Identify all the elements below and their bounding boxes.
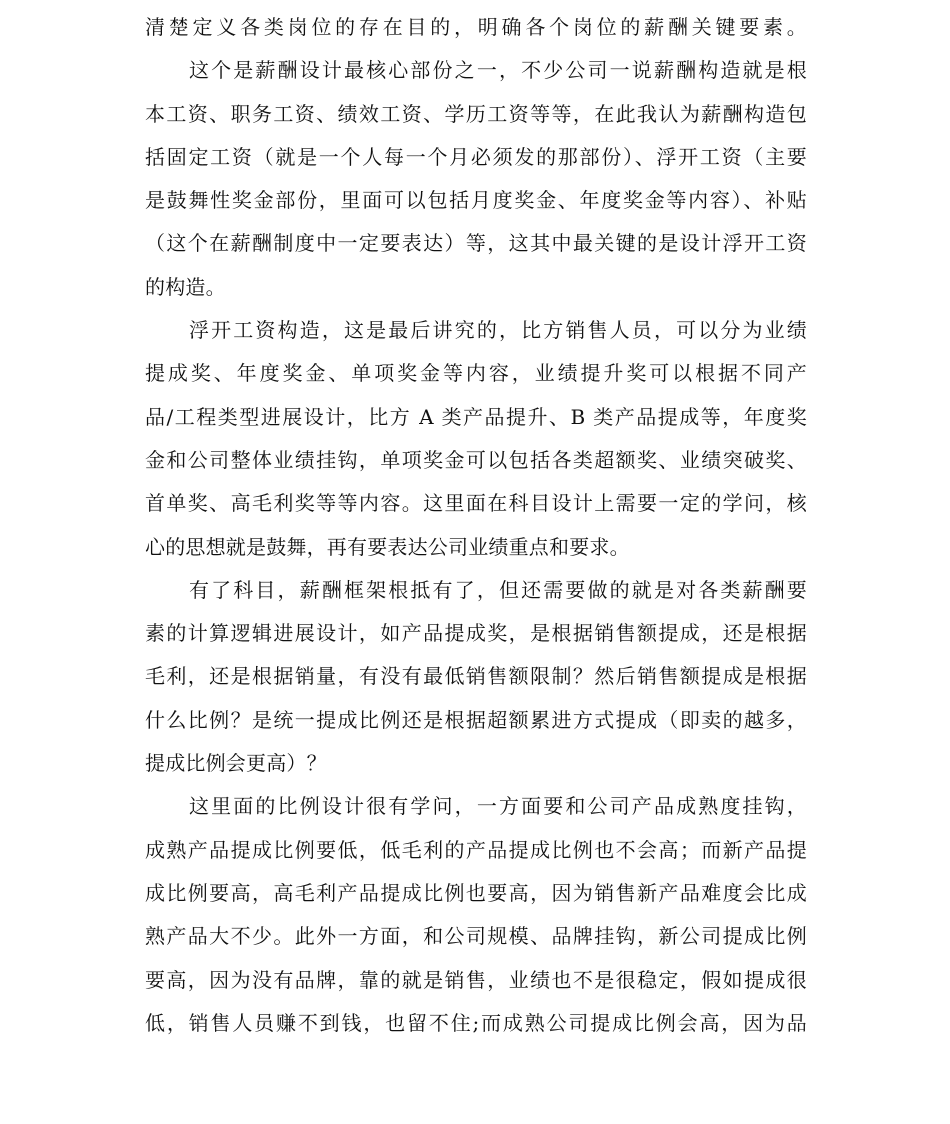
paragraph-start-line: 这里面的比例设计很有学问，一方面要和公司产品成熟度挂钩， xyxy=(189,794,807,819)
paragraph-end-line: 心的思想就是鼓舞，再有要表达公司业绩重点和要求。 xyxy=(145,534,630,559)
text-line: 括固定工资（就是一个人每一个月必须发的那部份）、浮开工资（主要 xyxy=(145,144,807,169)
text-line: 成比例要高，高毛利产品提成比例也要高，因为销售新产品难度会比成 xyxy=(145,880,807,905)
text-line: 本工资、职务工资、绩效工资、学历工资等等，在此我认为薪酬构造包 xyxy=(145,101,807,126)
text-line: 素的计算逻辑进展设计，如产品提成奖，是根据销售额提成，还是根据 xyxy=(145,621,807,646)
text-line: 提成奖、年度奖金、单项奖金等内容，业绩提升奖可以根据不同产 xyxy=(145,361,807,386)
paragraph-start-line: 有了科目，薪酬框架根抵有了，但还需要做的就是对各类薪酬要 xyxy=(189,577,807,602)
text-line: 是鼓舞性奖金部份，里面可以包括月度奖金、年度奖金等内容）、补贴 xyxy=(145,188,807,213)
paragraph-start-line: 这个是薪酬设计最核心部份之一，不少公司一说薪酬构造就是根 xyxy=(189,58,807,83)
paragraph-start-line: 浮开工资构造，这是最后讲究的，比方销售人员，可以分为业绩 xyxy=(189,318,807,343)
paragraph-end-line: 提成比例会更高）？ xyxy=(145,751,327,776)
text-line: 首单奖、高毛利奖等等内容。这里面在科目设计上需要一定的学问，核 xyxy=(145,491,807,516)
text-line: 什么比例？是统一提成比例还是根据超额累进方式提成（即卖的越多， xyxy=(145,707,807,732)
text-line: 品/工程类型进展设计，比方 A 类产品提升、B 类产品提成等，年度奖 xyxy=(145,404,807,429)
paragraph-end-line: 的构造。 xyxy=(145,274,226,299)
text-line: （这个在薪酬制度中一定要表达）等，这其中最关键的是设计浮开工资 xyxy=(145,231,807,256)
text-line: 成熟产品提成比例要低，低毛利的产品提成比例也不会高；而新产品提 xyxy=(145,837,807,862)
text-line: 低，销售人员赚不到钱，也留不住;而成熟公司提成比例会高，因为品 xyxy=(145,1010,807,1035)
text-line: 清楚定义各类岗位的存在目的，明确各个岗位的薪酬关键要素。 xyxy=(145,15,807,39)
text-line: 熟产品大不少。此外一方面，和公司规模、品牌挂钩，新公司提成比例 xyxy=(145,924,807,949)
document-body xyxy=(145,6,807,1045)
text-line: 毛利，还是根据销量，有没有最低销售额限制？然后销售额提成是根据 xyxy=(145,664,807,689)
text-line: 要高，因为没有品牌，靠的就是销售，业绩也不是很稳定，假如提成很 xyxy=(145,967,807,992)
text-line: 金和公司整体业绩挂钩，单项奖金可以包括各类超额奖、业绩突破奖、 xyxy=(145,447,807,472)
